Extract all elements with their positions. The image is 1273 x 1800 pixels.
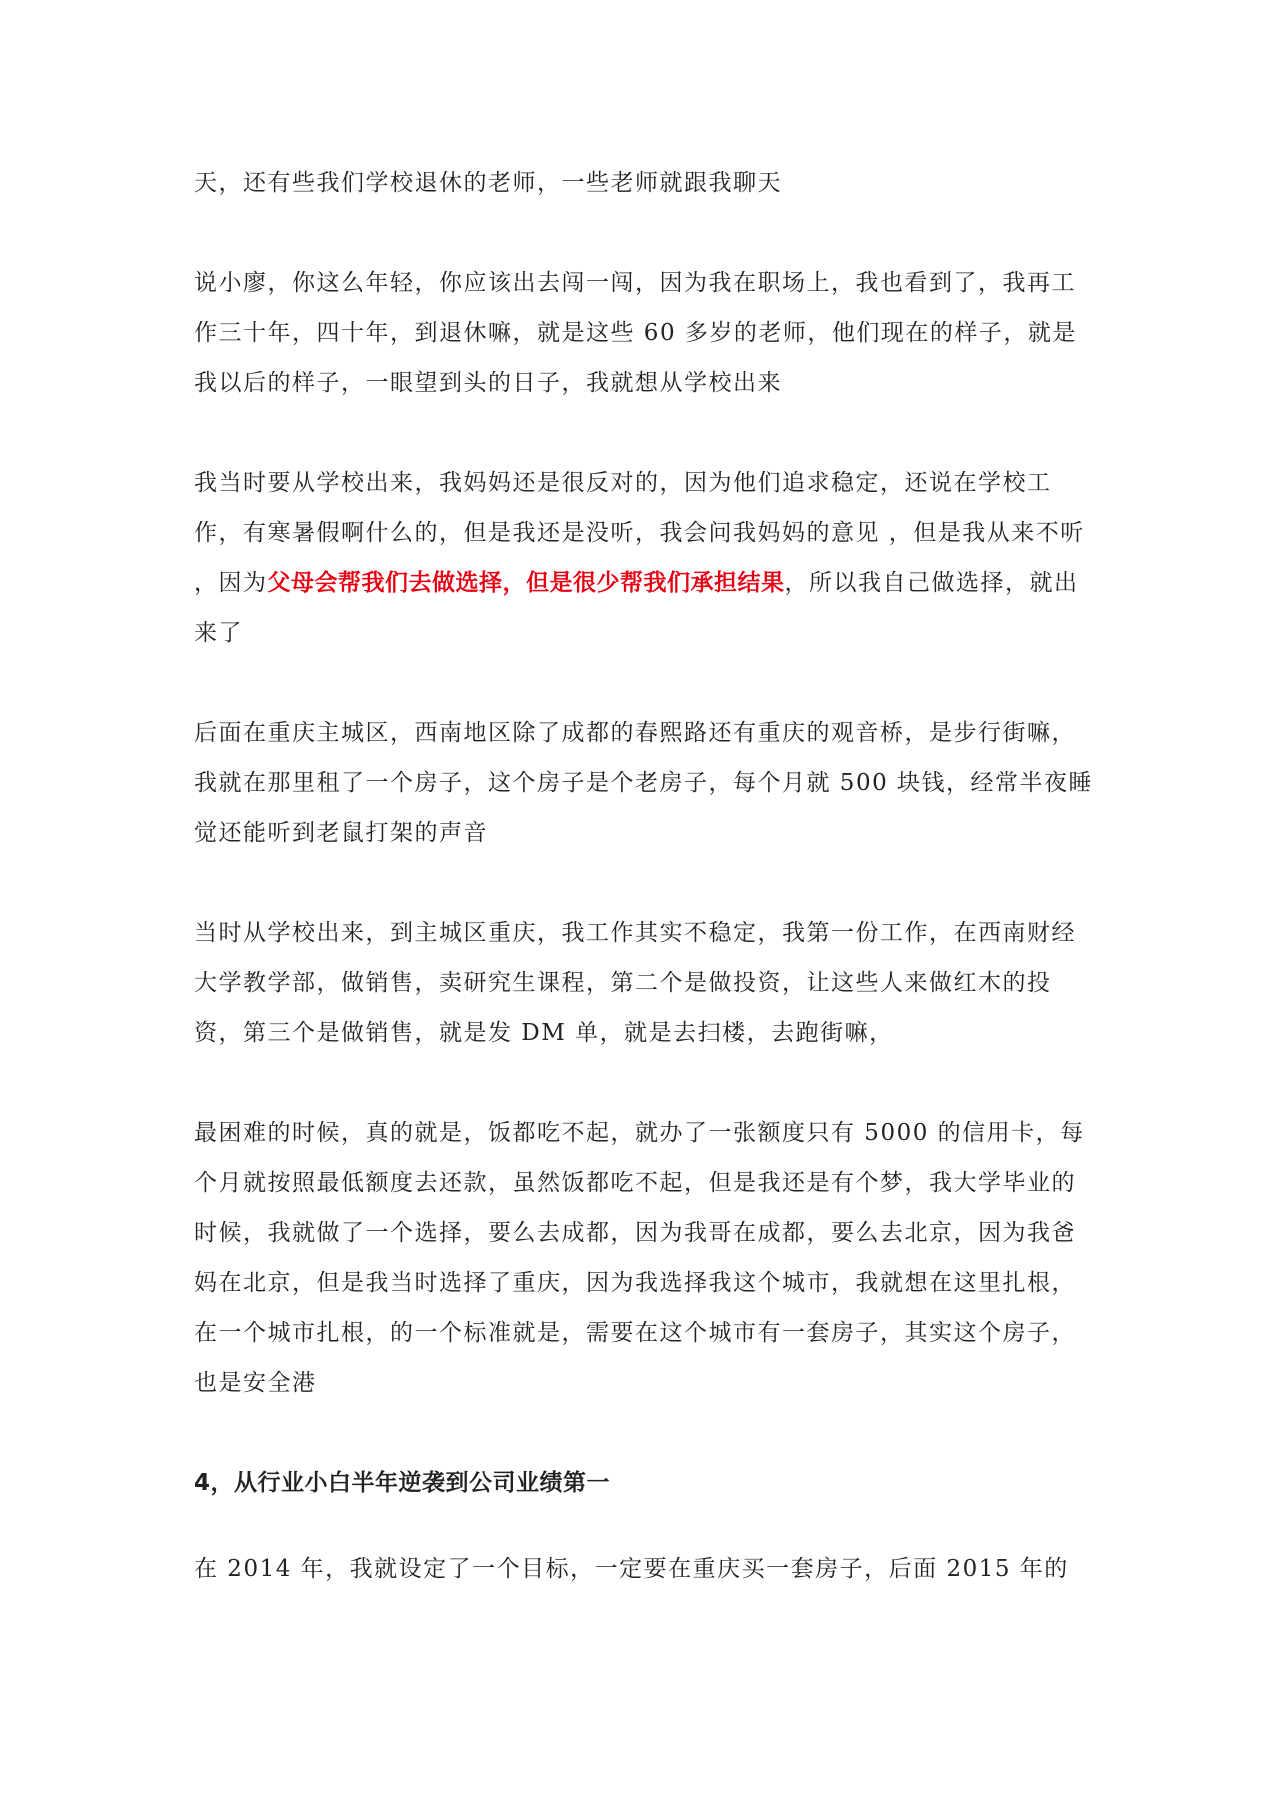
paragraph-3-before: 我当时要从学校出来，我妈妈还是很反对的，因为他们追求稳定，还说在学校工作，有寒暑假啊什么的，但是我还是没听，我会问我妈妈的意见 ，但是我从来不听 ，因为	[194, 470, 1085, 596]
paragraph-2: 说小廖，你这么年轻，你应该出去闯一闯，因为我在职场上，我也看到了，我再工作三十年，四十年，到退休嘛，就是这些 60 多岁的老师，他们现在的样子，就是我以后的样子，一眼望到头的日子，我就想从学校出来	[194, 270, 1077, 396]
paragraph-3-after: ，所以我自己做选择，就出来了	[194, 570, 1079, 646]
paragraph-7: 在 2014 年，我就设定了一个目标，一定要在重庆买一套房子，后面 2015 年的	[194, 1556, 1069, 1582]
document-body	[194, 158, 1094, 1644]
paragraph-3	[194, 458, 1094, 658]
highlighted-quote: 父母会帮我们去做选择，但是很少帮我们承担结果	[267, 569, 785, 596]
section-heading: 4，从行业小白半年逆袭到公司业绩第一	[194, 1470, 611, 1496]
paragraph-1: 天，还有些我们学校退休的老师，一些老师就跟我聊天	[194, 170, 782, 196]
paragraph-4: 后面在重庆主城区，西南地区除了成都的春熙路还有重庆的观音桥，是步行街嘛，我就在那里租了一个房子，这个房子是个老房子，每个月就 500 块钱，经常半夜睡觉还能听到老鼠打架的声音	[194, 720, 1094, 846]
paragraph-6: 最困难的时候，真的就是，饭都吃不起，就办了一张额度只有 5000 的信用卡，每个月就按照最低额度去还款，虽然饭都吃不起，但是我还是有个梦，我大学毕业的时候，我就做了一个选择，要么去成都，因为我哥在成都，要么去北京，因为我爸妈在北京，但是我当时选择了重庆，因为我选择我这个城市，我就想在这里扎根，在一个城市扎根，的一个标准就是，需要在这个城市有一套房子，其实这个房子，也是安全港	[194, 1120, 1085, 1396]
paragraph-5: 当时从学校出来，到主城区重庆，我工作其实不稳定，我第一份工作，在西南财经大学教学部，做销售，卖研究生课程，第二个是做投资，让这些人来做红木的投资，第三个是做销售，就是发 DM 单，就是去扫楼，去跑街嘛，	[194, 920, 1076, 1046]
